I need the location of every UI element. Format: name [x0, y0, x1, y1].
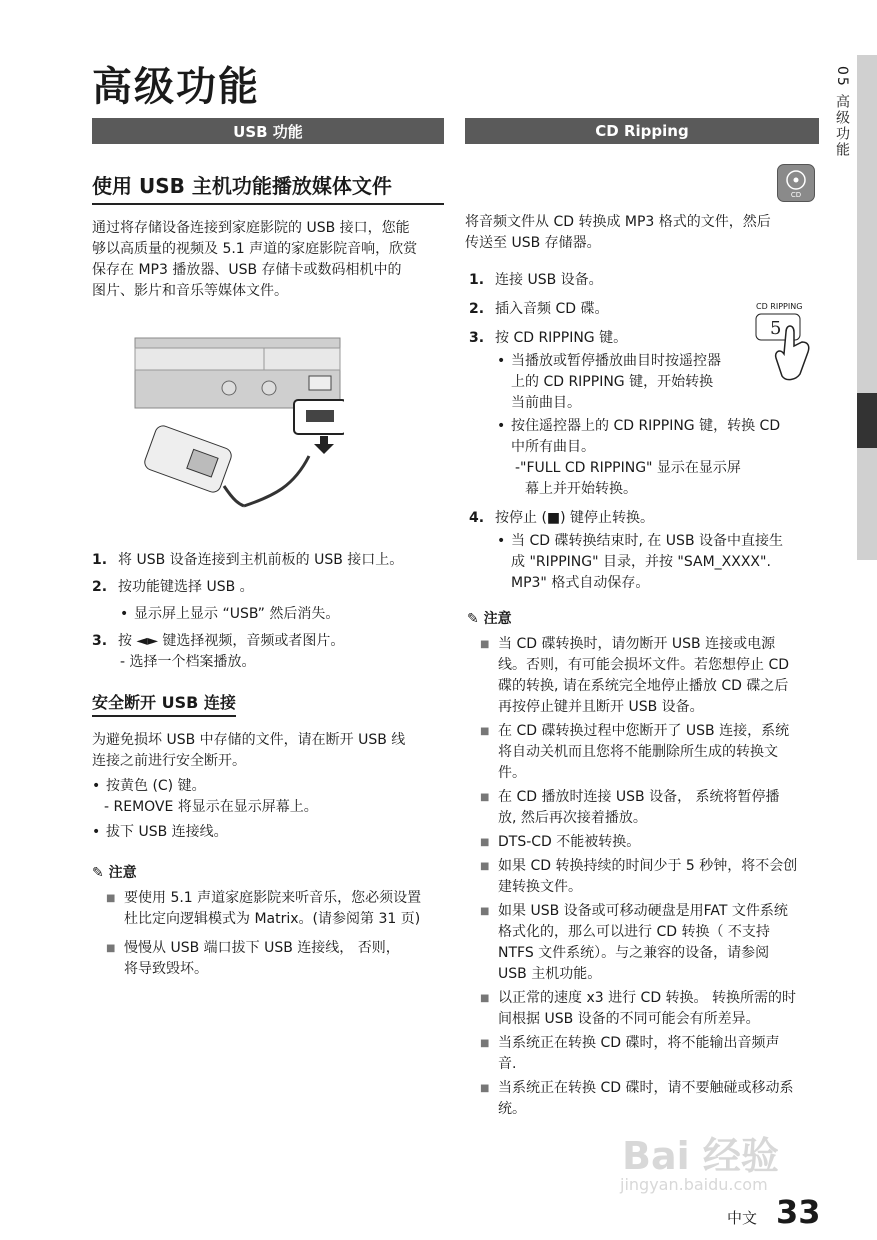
usb-notes [106, 888, 451, 980]
cd-note-title: ✎ 注意 [467, 611, 512, 627]
cd-note-item: ■ 当 CD 碟转换时，请勿断开 USB 连接或电源 线。否则，有可能会损坏文件。若您想停止 CD 碟的转换, 请在系统完全地停止播放 CD 碟之后 再按停止键并且断开 USB 设备。 [480, 636, 790, 715]
cd-step-bullet: • 当 CD 碟转换结束时, 在 USB 设备中直接生 成 "RIPPING" 目录，并按 "SAM_XXXX". MP3" 格式自动保存。 [497, 533, 783, 591]
cd-note-item: ■ DTS-CD 不能被转换。 [480, 834, 641, 850]
cd-step: 2. 插入音频 CD 碟。 [469, 301, 609, 317]
usb-steps [92, 550, 452, 673]
page-title: 高级功能 [92, 64, 260, 110]
usb-step-bullet: • 显示屏上显示 “USB” 然后消失。 [120, 606, 340, 622]
usb-step: 2. 按功能键选择 USB 。 [92, 579, 254, 595]
cd-note-item: ■ 如果 USB 设备或可移动硬盘是用FAT 文件系统 格式化的，那么可以进行 CD 转换（ 不支持 NTFS 文件系统）。与之兼容的设备，请参阅 USB 主机功能。 [480, 903, 788, 982]
cd-note-item: ■ 在 CD 播放时连接 USB 设备， 系统将暂停播 放, 然后再次接着播放。 [480, 789, 780, 826]
cd-step-bullet: • 按住遥控器上的 CD RIPPING 键，转换 CD 中所有曲目。 -"FULL CD RIPPING" 显示在显示屏 幕上并开始转换。 [497, 418, 781, 497]
svg-text:5: 5 [770, 318, 782, 339]
usb-connection-illustration [134, 336, 344, 511]
usb-note-item: ■ 慢慢从 USB 端口拔下 USB 连接线， 否则， 将导致毁坏。 [106, 940, 400, 977]
safe-remove-heading: 安全断开 USB 连接 [92, 690, 236, 717]
safe-remove-sub: - REMOVE 将显示在显示屏幕上。 [104, 799, 318, 815]
usb-intro-line: 保存在 MP3 播放器、USB 存储卡或数码相机中的 [92, 262, 402, 278]
cd-intro: 将音频文件从 CD 转换成 MP3 格式的文件，然后 传送至 USB 存储器。 [465, 214, 771, 251]
safe-remove-item: • 拔下 USB 连接线。 [92, 824, 228, 840]
usb-note-title: ✎ 注意 [92, 865, 137, 881]
safe-remove-item: • 按黄色 (C) 键。 [92, 778, 206, 794]
safe-remove-items [92, 776, 452, 843]
cd-note-item: ■ 当系统正在转换 CD 碟时，将不能输出音频声 音. [480, 1035, 780, 1072]
section-bar-usb: USB 功能 [92, 118, 444, 144]
usb-intro-line: 够以高质量的视频及 5.1 声道的家庭影院音响，欣赏 [92, 241, 418, 257]
page-number: 33 [776, 1193, 821, 1231]
cd-step: 3. 按 CD RIPPING 键。 [469, 330, 628, 346]
cd-note-item: ■ 以正常的速度 x3 进行 CD 转换。 转换所需的时 间根据 USB 设备的不同可能会有所差异。 [480, 990, 796, 1027]
cd-note-item: ■ 在 CD 碟转换过程中您断开了 USB 连接，系统 将自动关机而且您将不能删除所生成的转换文 件。 [480, 723, 790, 781]
cd-step-bullet: • 当播放或暂停播放曲目时按遥控器 上的 CD RIPPING 键，开始转换 当前曲目。 [497, 353, 721, 411]
side-tab-label: 05 高级功能 [834, 66, 850, 159]
footer-language: 中文 [727, 1209, 758, 1227]
usb-step-sub: - 选择一个档案播放。 [120, 654, 256, 670]
section-heading-usb: 使用 USB 主机功能播放媒体文件 [92, 170, 444, 205]
usb-intro [92, 218, 452, 302]
usb-note-item: ■ 要使用 5.1 声道家庭影院来听音乐，您必须设置 杜比定向逻辑模式为 Matrix。(请参阅第 31 页) [106, 890, 422, 927]
pencil-icon: ✎ [467, 611, 479, 627]
side-tab [857, 55, 877, 560]
section-bar-cd-ripping: CD Ripping [465, 118, 819, 144]
usb-step: 3. 按 ◄► 键选择视频，音频或者图片。 [92, 633, 345, 649]
svg-text:CD: CD [790, 191, 802, 199]
usb-intro-line: 图片、影片和音乐等媒体文件。 [92, 283, 288, 299]
usb-intro-line: 通过将存储设备连接到家庭影院的 USB 接口，您能 [92, 220, 410, 236]
safe-remove-intro: 为避免损坏 USB 中存储的文件，请在断开 USB 线 连接之前进行安全断开。 [92, 732, 406, 769]
cd-note-item: ■ 如果 CD 转换持续的时间少于 5 秒钟，将不会创 建转换文件。 [480, 858, 798, 895]
pencil-icon: ✎ [92, 865, 104, 881]
cd-steps [469, 270, 814, 594]
baidu-watermark-url: jingyan.baidu.com [620, 1175, 768, 1194]
cd-step: 4. 按停止 (■) 键停止转换。 [469, 510, 655, 526]
cd-step: 1. 连接 USB 设备。 [469, 272, 603, 288]
cd-note-item: ■ 当系统正在转换 CD 碟时，请不要触碰或移动系 统。 [480, 1080, 794, 1117]
baidu-watermark: Bai 经验 [622, 1134, 779, 1178]
side-tab-marker [857, 393, 877, 448]
usb-step: 1. 将 USB 设备连接到主机前板的 USB 接口上。 [92, 552, 404, 568]
cd-notes [480, 634, 820, 1120]
cd-icon [777, 164, 815, 202]
cd-ripping-remote-label: CD RIPPING [756, 302, 803, 311]
